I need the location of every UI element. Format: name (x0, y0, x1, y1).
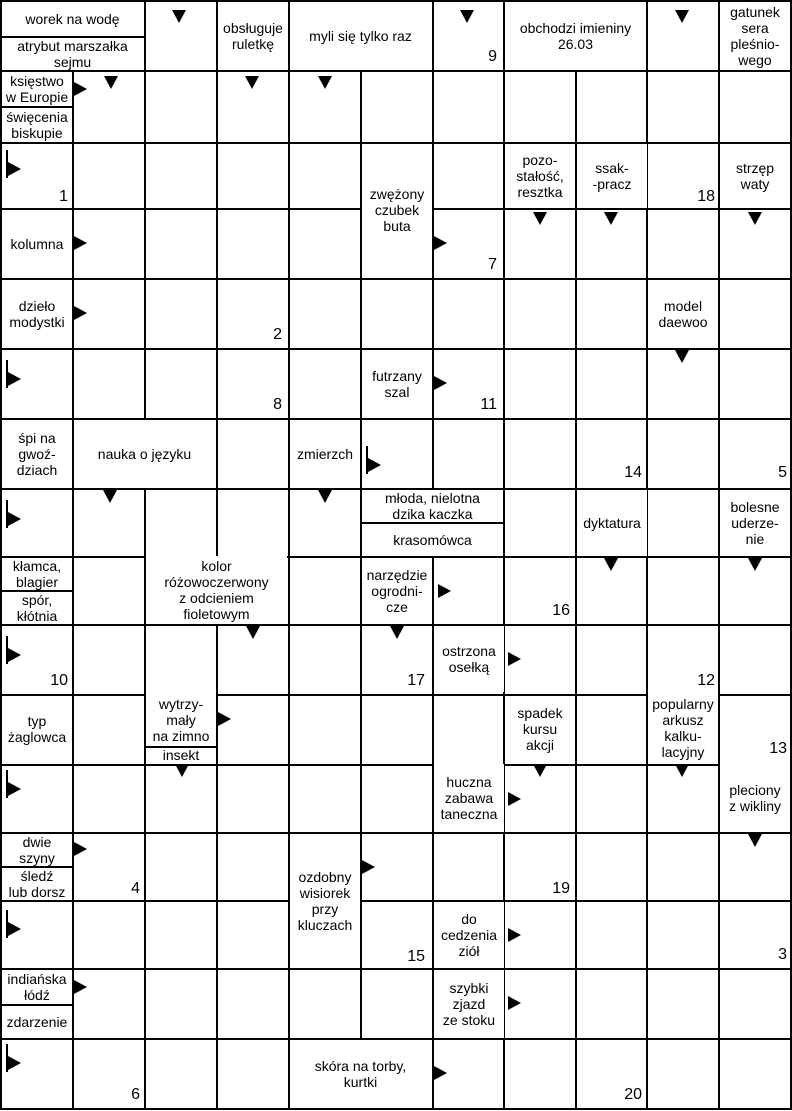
number-17: 17 (407, 672, 425, 689)
arrow-right-icon (74, 236, 87, 250)
number-11: 11 (480, 396, 497, 413)
clue-bolesne: bolesne uderze- nie (720, 490, 790, 556)
clue-klamca: kłamca, blagier (2, 558, 72, 590)
arrow-right-icon (508, 928, 521, 942)
clue-pleciony: pleciony z wikliny (720, 764, 790, 832)
grid-line (144, 0, 146, 1110)
clue-krasomowca: krasomówca (362, 524, 503, 556)
grid-line (0, 0, 2, 1110)
number-19: 19 (552, 880, 570, 897)
clue-futrzany: futrzany szal (362, 350, 432, 418)
arrow-right-icon (438, 584, 451, 598)
arrow-down-icon (675, 764, 689, 777)
clue-ozdobny: ozdobny wisiorek przy kluczach (290, 834, 360, 968)
number-7: 7 (488, 256, 497, 273)
arrow-right-icon (74, 306, 87, 320)
grid-line (0, 70, 792, 72)
number-13: 13 (769, 740, 787, 757)
arrow-down-icon (748, 212, 762, 225)
grid-line (216, 0, 218, 1110)
clue-obchodzi: obchodzi imieniny 26.03 (505, 2, 646, 70)
arrow-down-icon (675, 10, 689, 23)
arrow-down-icon (246, 626, 260, 639)
clue-strzep: strzęp waty (720, 144, 790, 208)
clue-narzedzie: narzędzie ogrodni- cze (362, 558, 432, 624)
arrow-right-icon (434, 376, 447, 390)
number-12: 12 (697, 672, 715, 689)
arrow-down-icon (245, 76, 259, 89)
corner-arrow-icon (366, 446, 381, 474)
clue-dyktatura: dyktatura (577, 490, 647, 556)
arrow-down-icon (103, 490, 117, 503)
number-3: 3 (778, 946, 787, 963)
arrow-right-icon (74, 82, 87, 96)
arrow-down-icon (460, 10, 474, 23)
clue-do-cedzenia: do cedzenia ziół (434, 902, 504, 968)
clue-zwezony: zwężony czubek buta (362, 170, 432, 250)
corner-arrow-icon (6, 360, 21, 388)
number-9: 9 (488, 48, 497, 65)
arrow-down-icon (604, 212, 618, 225)
number-2: 2 (273, 326, 282, 343)
clue-zmierzch: zmierzch (290, 420, 360, 488)
clue-typ: typ żaglowca (2, 696, 72, 762)
grid-line (0, 142, 792, 144)
grid-line (0, 968, 792, 970)
number-1: 1 (59, 188, 68, 205)
arrow-down-icon (318, 490, 332, 503)
number-10: 10 (50, 672, 68, 689)
corner-arrow-icon (6, 150, 21, 178)
clue-kolor: kolor różowoczerwony z odcieniem fioletowym (146, 556, 287, 624)
arrow-down-icon (104, 76, 118, 89)
clue-ostrzona: ostrzona osełką (434, 626, 504, 692)
clue-popularny: popularny arkusz kalku- lacyjny (648, 694, 718, 762)
arrow-right-icon (74, 980, 87, 994)
arrow-down-icon (533, 212, 547, 225)
number-4: 4 (131, 880, 140, 897)
corner-arrow-icon (6, 500, 21, 528)
arrow-right-icon (508, 996, 521, 1010)
corner-arrow-icon (6, 770, 21, 798)
clue-insekt: insekt (146, 748, 216, 762)
clue-zdarzenie: zdarzenie (2, 1006, 72, 1038)
arrow-down-icon (748, 558, 762, 571)
number-15: 15 (407, 948, 425, 965)
clue-kolumna: kolumna (2, 210, 72, 278)
grid-line (0, 1108, 792, 1110)
clue-dwie: dwie szyny (2, 834, 72, 866)
clue-skora: skóra na torby, kurtki (290, 1040, 431, 1108)
clue-indianska: indiańska łódź (2, 970, 72, 1004)
clue-ssak: ssak- -pracz (577, 144, 647, 208)
grid-line (0, 764, 792, 766)
number-18: 18 (697, 188, 715, 205)
clue-obsluguje: obsługuje ruletkę (218, 2, 288, 70)
clue-sledz: śledź lub dorsz (2, 868, 72, 900)
number-20: 20 (624, 1086, 642, 1103)
number-8: 8 (273, 396, 282, 413)
number-14: 14 (624, 464, 642, 481)
arrow-down-icon (175, 764, 189, 777)
clue-mloda: młoda, nielotna dzika kaczka (362, 490, 503, 522)
arrow-down-icon (604, 558, 618, 571)
clue-spi: śpi na gwoź- dziach (2, 420, 72, 488)
clue-myli: myli się tylko raz (290, 2, 431, 70)
arrow-down-icon (675, 350, 689, 363)
arrow-right-icon (508, 792, 521, 806)
grid-line (0, 832, 792, 834)
arrow-right-icon (508, 652, 521, 666)
arrow-right-icon (434, 236, 447, 250)
clue-gatunek: gatunek sera pleśnio- wego (720, 2, 790, 70)
arrow-right-icon (218, 712, 231, 726)
clue-worek: worek na wodę (2, 2, 143, 36)
arrow-down-icon (533, 764, 547, 777)
arrow-down-icon (390, 626, 404, 639)
arrow-right-icon (74, 842, 87, 856)
clue-swiecenia: święcenia biskupie (2, 108, 72, 141)
clue-wytrzymaly: wytrzy- mały na zimno (146, 694, 216, 746)
clue-dzielo: dzieło modystki (2, 280, 72, 348)
clue-pozostalosc: pozo- stałość, resztka (505, 144, 575, 208)
clue-huczna: huczna zabawa taneczna (434, 764, 504, 832)
arrow-right-icon (434, 1066, 447, 1080)
clue-nauka: nauka o języku (74, 420, 215, 488)
arrow-right-icon (362, 860, 375, 874)
grid-line (0, 900, 792, 902)
clue-model: model daewoo (648, 280, 718, 348)
clue-atrybut: atrybut marszałka sejmu (2, 38, 143, 70)
number-16: 16 (552, 602, 570, 619)
corner-arrow-icon (6, 636, 21, 664)
clue-szybki: szybki zjazd ze stoku (434, 970, 504, 1038)
grid-line (72, 0, 74, 1110)
arrow-down-icon (172, 10, 186, 23)
clue-spadek: spadek kursu akcji (505, 696, 575, 762)
arrow-down-icon (748, 834, 762, 847)
clue-ksiestwo: księstwo w Europie (2, 72, 72, 106)
corner-arrow-icon (6, 910, 21, 938)
clue-spor: spór, kłótnia (2, 592, 72, 624)
arrow-down-icon (318, 76, 332, 89)
number-5: 5 (778, 464, 787, 481)
corner-arrow-icon (6, 1044, 21, 1072)
number-6: 6 (131, 1086, 140, 1103)
